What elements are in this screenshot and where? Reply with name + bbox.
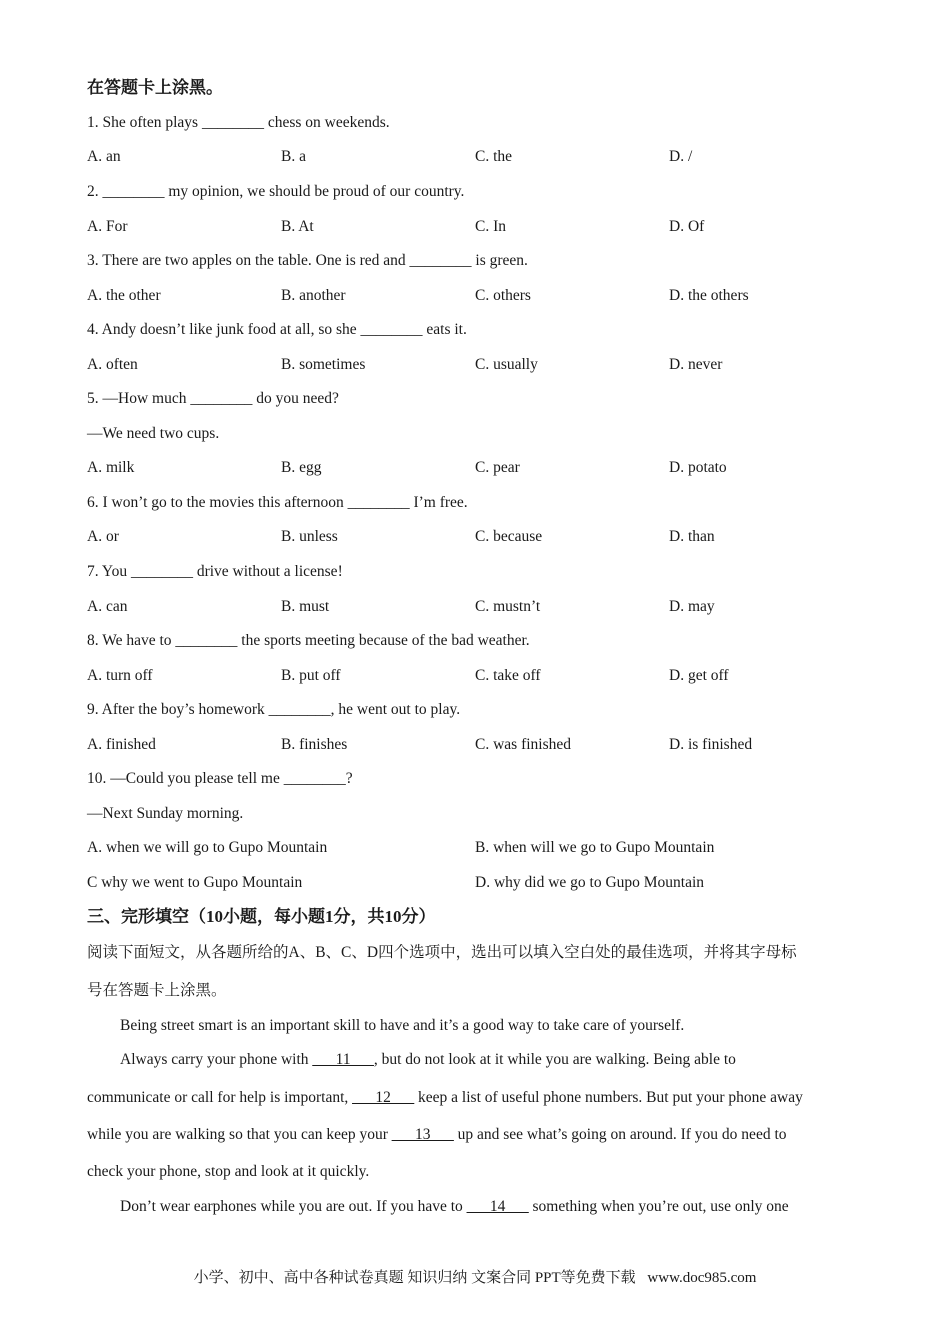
question-10-response: —Next Sunday morning. bbox=[87, 805, 244, 822]
question-7-stem: 7. You ________ drive without a license! bbox=[87, 563, 343, 580]
section-3-instruction-2: 号在答题卡上涂黑。 bbox=[87, 982, 227, 999]
question-5-response: —We need two cups. bbox=[87, 425, 220, 442]
passage-text: , but do not look at it while you are walking. Being able to bbox=[373, 1051, 736, 1068]
q6-option-d: D. than bbox=[669, 528, 715, 545]
question-9-stem: 9. After the boy’s homework ________, he went out to play. bbox=[87, 701, 461, 718]
top-instruction: 在答题卡上涂黑。 bbox=[87, 78, 223, 97]
passage-line-6 bbox=[120, 1197, 789, 1217]
q9-option-c: C. was finished bbox=[475, 736, 572, 753]
q1-option-b: B. a bbox=[281, 148, 306, 165]
footer-url[interactable]: www.doc985.com bbox=[647, 1270, 757, 1286]
q8-option-b: B. put off bbox=[281, 667, 341, 684]
q10-option-c: C why we went to Gupo Mountain bbox=[87, 874, 303, 891]
q8-option-d: D. get off bbox=[669, 667, 729, 684]
q5-option-d: D. potato bbox=[669, 459, 727, 476]
q3-option-c: C. others bbox=[475, 287, 531, 304]
q8-option-a: A. turn off bbox=[87, 667, 153, 684]
q4-option-a: A. often bbox=[87, 356, 138, 373]
q9-option-a: A. finished bbox=[87, 736, 156, 753]
q5-option-b: B. egg bbox=[281, 459, 322, 476]
section-3-title: 三、完形填空（10小题，每小题1分，共10分） bbox=[87, 907, 436, 926]
footer-text: 小学、初中、高中各种试卷真题 知识归纳 文案合同 PPT等免费下载 bbox=[193, 1270, 636, 1286]
q8-option-c: C. take off bbox=[475, 667, 541, 684]
passage-text: Don’t wear earphones while you are out. If you have to bbox=[120, 1198, 467, 1215]
question-4-stem: 4. Andy doesn’t like junk food at all, so she ________ eats it. bbox=[87, 321, 467, 338]
question-3-stem: 3. There are two apples on the table. One is red and ________ is green. bbox=[87, 252, 528, 269]
question-6-stem: 6. I won’t go to the movies this afternoon ________ I’m free. bbox=[87, 494, 468, 511]
passage-paragraph-1: Being street smart is an important skill to have and it’s a good way to take care of yourself. bbox=[120, 1017, 685, 1034]
q4-option-c: C. usually bbox=[475, 356, 538, 373]
page-footer bbox=[0, 1268, 950, 1288]
q7-option-d: D. may bbox=[669, 598, 715, 615]
q7-option-a: A. can bbox=[87, 598, 128, 615]
q6-option-a: A. or bbox=[87, 528, 119, 545]
passage-line-4 bbox=[87, 1125, 787, 1145]
blank-14: ___14___ bbox=[466, 1198, 529, 1215]
q10-option-b: B. when will we go to Gupo Mountain bbox=[475, 839, 715, 856]
passage-line-3 bbox=[87, 1088, 803, 1108]
passage-text: keep a list of useful phone numbers. But put your phone away bbox=[414, 1089, 803, 1106]
blank-12: ___12___ bbox=[352, 1089, 415, 1106]
q3-option-d: D. the others bbox=[669, 287, 749, 304]
q1-option-a: A. an bbox=[87, 148, 121, 165]
blank-11: ___11___ bbox=[312, 1051, 374, 1068]
q10-option-a: A. when we will go to Gupo Mountain bbox=[87, 839, 328, 856]
blank-13: ___13___ bbox=[391, 1126, 454, 1143]
question-10-stem: 10. —Could you please tell me ________? bbox=[87, 770, 353, 787]
passage-text: while you are walking so that you can keep your bbox=[87, 1126, 392, 1143]
passage-line-5: check your phone, stop and look at it quickly. bbox=[87, 1163, 370, 1180]
q5-option-a: A. milk bbox=[87, 459, 135, 476]
q6-option-c: C. because bbox=[475, 528, 543, 545]
q2-option-b: B. At bbox=[281, 218, 314, 235]
passage-text: communicate or call for help is important, bbox=[87, 1089, 353, 1106]
passage-line-2 bbox=[120, 1050, 736, 1070]
q2-option-c: C. In bbox=[475, 218, 506, 235]
passage-text: up and see what’s going on around. If you do need to bbox=[453, 1126, 787, 1143]
q9-option-b: B. finishes bbox=[281, 736, 348, 753]
passage-text: Always carry your phone with bbox=[120, 1051, 313, 1068]
q7-option-b: B. must bbox=[281, 598, 330, 615]
q9-option-d: D. is finished bbox=[669, 736, 753, 753]
question-5-stem: 5. —How much ________ do you need? bbox=[87, 390, 339, 407]
q10-option-d: D. why did we go to Gupo Mountain bbox=[475, 874, 705, 891]
q6-option-b: B. unless bbox=[281, 528, 338, 545]
q3-option-b: B. another bbox=[281, 287, 346, 304]
q4-option-b: B. sometimes bbox=[281, 356, 366, 373]
q2-option-a: A. For bbox=[87, 218, 128, 235]
question-2-stem: 2. ________ my opinion, we should be proud of our country. bbox=[87, 183, 465, 200]
q2-option-d: D. Of bbox=[669, 218, 705, 235]
q5-option-c: C. pear bbox=[475, 459, 520, 476]
question-8-stem: 8. We have to ________ the sports meeting because of the bad weather. bbox=[87, 632, 530, 649]
q1-option-d: D. / bbox=[669, 148, 693, 165]
q1-option-c: C. the bbox=[475, 148, 513, 165]
passage-text: something when you’re out, use only one bbox=[528, 1198, 789, 1215]
section-3-instruction-1: 阅读下面短文，从各题所给的A、B、C、D四个选项中，选出可以填入空白处的最佳选项，并将其字母标 bbox=[87, 944, 797, 961]
question-1-stem: 1. She often plays ________ chess on weekends. bbox=[87, 114, 390, 131]
q3-option-a: A. the other bbox=[87, 287, 161, 304]
q7-option-c: C. mustn’t bbox=[475, 598, 541, 615]
q4-option-d: D. never bbox=[669, 356, 723, 373]
